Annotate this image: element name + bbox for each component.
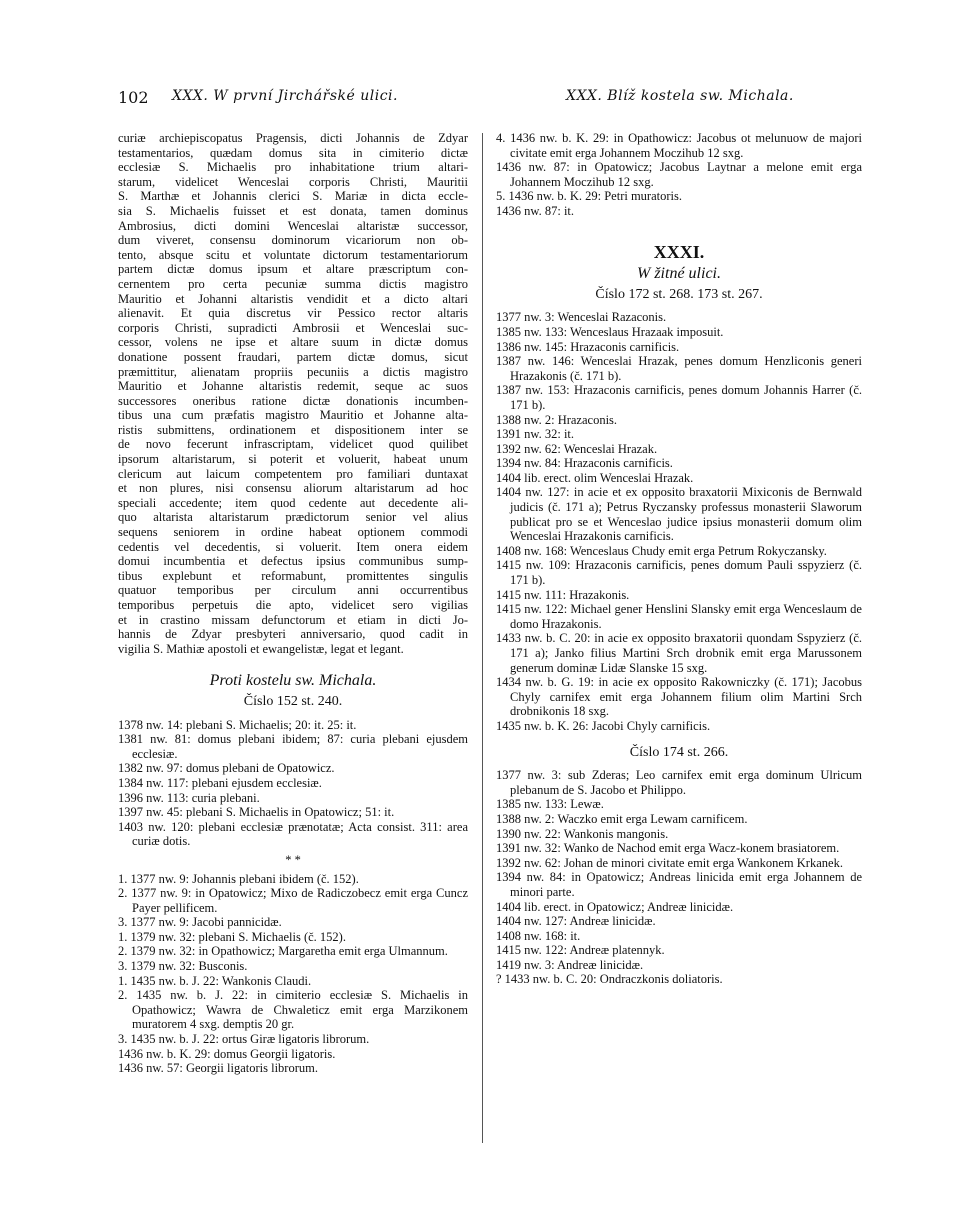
entry: 1. 1379 nw. 32: plebani S. Michaelis (č. 152).: [118, 929, 346, 944]
entry: 1435 nw. b. K. 26: Jacobi Chyly carnificis.: [496, 718, 711, 733]
entry: 3. 1435 nw. b. J. 22: ortus Giræ ligatoris librorum.: [118, 1032, 370, 1047]
entry: 1394 nw. 84: in Opatowicz; Andreas linicida emit erga Johannem de minori parte.: [496, 870, 862, 899]
entry: 1403 nw. 120: plebani ecclesiæ prænotatæ; Acta consist. 311: area curiæ dotis.: [118, 819, 468, 849]
entry: 3. 1377 nw. 9: Jacobi pannicidæ.: [118, 915, 282, 930]
entries-172: [496, 310, 862, 733]
left-running-title: XXX. W první Jirchářské ulici.: [172, 88, 398, 104]
paragraph-line: temporibus perpetuis die apto, videlicet sero vigilias: [118, 598, 468, 612]
paragraph-line: Mauritio et Johanne altaristis redemit, seque ac suos: [118, 379, 468, 394]
paragraph-line: starum, videlicet Wenceslai corporis Christi, Mauritii: [118, 174, 468, 189]
entry: 2. 1377 nw. 9: in Opatowicz; Mixo de Radiczobecz emit erga Cuncz Payer pellificem.: [118, 886, 468, 915]
entry: 1. 1435 nw. b. J. 22: Wankonis Claudi.: [118, 973, 312, 988]
entry: 1404 nw. 127: Andreæ linicidæ.: [496, 914, 656, 929]
paragraph-line: donatione possent fraudari, partem dictæ domus, sicut: [118, 349, 468, 364]
chapter-number: XXXI.: [653, 241, 705, 262]
entries-174: [496, 768, 862, 987]
entries-152: [118, 718, 468, 849]
number-heading-174: Číslo 174 st. 266.: [629, 744, 729, 760]
paragraph-line: clericum aut laicum competentem pro familiari duntaxat: [118, 466, 468, 481]
entry: 2. 1379 nw. 32: in Opathowicz; Margaretha emit erga Ulmannum.: [118, 944, 448, 959]
entry: 1433 nw. b. C. 20: in acie ex opposito braxatorii quondam Sspyzierz (č. 171 a); Janko filius Martini Srch drobnik emit erga Marussonem generum dominæ Lidæ Slanske 15 sxg.: [496, 631, 862, 675]
entry: 1392 nw. 62: Wenceslai Hrazak.: [496, 441, 658, 456]
entry: 1394 nw. 84: Hrazaconis carnificis.: [496, 456, 673, 471]
entry: 1377 nw. 3: sub Zderas; Leo carnifex emit erga dominum Ulricum plebanum de S. Jacobo et Philippo.: [496, 768, 862, 797]
entry: 1390 nw. 22: Wankonis mangonis.: [496, 826, 669, 841]
entry: 1381 nw. 81: domus plebani ibidem; 87: curia plebani ejusdem ecclesiæ.: [118, 732, 468, 761]
right-column: [496, 131, 862, 987]
paragraph-line: cernentem pro certa pecuniæ summa dictis magistro: [118, 276, 468, 291]
entry: 1385 nw. 133: Lewæ.: [496, 797, 604, 812]
paragraph-line: dum viveret, consensu dominorum vicariorum non ob-: [118, 233, 468, 248]
paragraph-line: alienavit. Et quia discretus vir Pessico rector altaris: [118, 306, 468, 321]
paragraph-line: ipsorum altaristarum, si poterit et voluerit, habeat unum: [118, 452, 468, 467]
paragraph-line: domui incumbentia et defectus ipsius communibus sump-: [118, 554, 468, 569]
entry: 1. 1377 nw. 9: Johannis plebani ibidem (č. 152).: [118, 871, 359, 886]
paragraph-line: sequens seniorem in ordine habeat optionem commodi: [118, 525, 468, 540]
entry: 1388 nw. 2: Waczko emit erga Lewam carnificem.: [496, 811, 748, 826]
entry: 1391 nw. 32: Wanko de Nachod emit erga Wacz-konem brasiatorem.: [496, 841, 840, 856]
entry: 1404 nw. 127: in acie et ex opposito braxatorii Mixiconis de Bernwald judicis (č. 171 a); Petrus Ryczansky professus monasterii Slaworum publicat pro se et Wenceslao judice ipsius monasterii domum olim Wenceslai Hrazakonis carnificis.: [496, 485, 862, 544]
entry: 1436 nw. 57: Georgii ligatoris librorum.: [118, 1061, 318, 1076]
entry: 1404 lib. erect. olim Wenceslai Hrazak.: [496, 470, 694, 485]
entry: 1382 nw. 97: domus plebani de Opatowicz.: [118, 761, 335, 776]
paragraph-line: præmittitur, alienatam propriis pecuniis a dictis magistro: [118, 364, 468, 379]
entry: 1436 nw. 87: in Opatowicz; Jacobus Laytnar a melone emit erga Johannem Moczihub 12 sxg.: [496, 160, 862, 189]
paragraph-line: et in crastino missam defunctorum et etiam in dicti Jo-: [118, 612, 468, 627]
paragraph-line: Ambrosius, dicti domini Wenceslai altaristæ successor,: [118, 218, 468, 233]
paragraph-line: vigilia S. Mathiæ apostoli et ewangelistæ, legat et legant.: [118, 641, 404, 656]
entry: 5. 1436 nw. b. K. 29: Petri muratoris.: [496, 189, 682, 204]
entry: 1377 nw. 3: Wenceslai Razaconis.: [496, 310, 667, 325]
entry: 1387 nw. 146: Wenceslai Hrazak, penes domum Henzliconis generi Hrazakonis (č. 171 b).: [496, 354, 862, 383]
entry: 1415 nw. 109: Hrazaconis carnificis, penes domum Pauli sspyzierz (č. 171 b).: [496, 558, 862, 588]
paragraph-line: hannis de Zdyar presbyteri anniversario, quod cadit in: [118, 627, 468, 642]
entry: 1385 nw. 133: Wenceslaus Hrazaak imposuit.: [496, 324, 724, 339]
paragraph-line: de novo fecerunt infrascriptam, videlicet quod quilibet: [118, 437, 468, 452]
paragraph-line: partem dictæ domus ipsum et altare præscriptum con-: [118, 262, 468, 277]
entry: 1378 nw. 14: plebani S. Michaelis; 20: it. 25: it.: [118, 717, 357, 732]
entry: 1419 nw. 3: Andreæ linicidæ.: [496, 957, 644, 972]
entry: 1387 nw. 153: Hrazaconis carnificis, penes domum Johannis Harrer (č. 171 b).: [496, 383, 862, 412]
section-title-zitne-ulici: W žitné ulici.: [637, 265, 721, 283]
paragraph-line: et non plures, nisi consensu aliorum altaristarum ad hoc: [118, 481, 468, 496]
paragraph-line: ristis submittens, ordinationem et dispositionem inter se: [118, 422, 468, 437]
entry: 4. 1436 nw. b. K. 29: in Opathowicz: Jacobus ot melunuow de majori civitate emit erga Johannem Moczihub 12 sxg.: [496, 131, 862, 160]
paragraph-line: speciali accedente; item quod cedente aut decedente ali-: [118, 495, 468, 510]
entry: 1404 lib. erect. in Opatowicz; Andreæ linicidæ.: [496, 899, 734, 914]
section-title-proti-kostelu: Proti kostelu sw. Michala.: [209, 672, 377, 690]
paragraph-line: cedentis vel decedentis, si voluerit. Item onera eidem: [118, 539, 468, 554]
entry: 1388 nw. 2: Hrazaconis.: [496, 412, 618, 427]
entry: 1434 nw. b. G. 19: in acie ex opposito Rakowniczky (č. 171); Jacobus Chyly carnifex emit erga Johannem filium olim Martini Srch drobnikonis 18 sxg.: [496, 675, 862, 719]
entries-continued: [496, 131, 862, 219]
right-running-title: XXX. Blíž kostela sw. Michala.: [566, 88, 794, 104]
entry: 2. 1435 nw. b. J. 22: in cimiterio ecclesiæ S. Michaelis in Opathowicz; Wawra de Chwaleticz emit erga Marzikonem muratorem 4 sxg. demptis 20 gr.: [118, 988, 468, 1032]
paragraph-line: S. Marthæ et Johannis clerici S. Mariæ in dicta eccle-: [118, 189, 468, 204]
number-heading-172: Číslo 172 st. 268. 173 st. 267.: [595, 286, 763, 302]
entries-numbered: [118, 872, 468, 1076]
paragraph-line: testamentarios, quædam domus sita in cimiterio dictæ: [118, 145, 468, 160]
paragraph-line: successores oneribus ratione dictæ donationis incumben-: [118, 393, 468, 408]
entry: 1408 nw. 168: it.: [496, 928, 581, 943]
paragraph-line: sia S. Michaelis fuisset et est donata, tamen dominus: [118, 203, 468, 218]
entry: 3. 1379 nw. 32: Busconis.: [118, 959, 248, 974]
entry: 1436 nw. b. K. 29: domus Georgii ligatoris.: [118, 1046, 336, 1061]
entry: 1408 nw. 168: Wenceslaus Chudy emit erga Petrum Rokyczansky.: [496, 543, 827, 558]
entry: 1386 nw. 145: Hrazaconis carnificis.: [496, 339, 680, 354]
page-number: 102: [118, 88, 149, 107]
entry: 1391 nw. 32: it.: [496, 427, 575, 442]
paragraph-line: corporis Christi, supradicti Ambrosii et Wenceslai suc-: [118, 320, 468, 335]
entry: 1397 nw. 45: plebani S. Michaelis in Opatowicz; 51: it.: [118, 805, 395, 820]
entry: 1392 nw. 62: Johan de minori civitate emit erga Wankonem Krkanek.: [496, 855, 843, 870]
paragraph-line: tibus explebunt et reformabunt, promittentes singulis: [118, 568, 468, 583]
paragraph-line: ecclesiæ S. Michaelis pro inhabitatione trium altari-: [118, 160, 468, 175]
entry: 1384 nw. 117: plebani ejusdem ecclesiæ.: [118, 775, 322, 790]
column-divider: [482, 133, 483, 1143]
entry: ? 1433 nw. b. C. 20: Ondraczkonis doliatoris.: [496, 972, 723, 987]
entry: 1415 nw. 122: Andreæ platennyk.: [496, 943, 665, 958]
section-stars: * *: [285, 852, 301, 867]
paragraph-line: tibus una cum præfatis magistro Mauritio et Johanne alta-: [118, 408, 468, 423]
entry: 1396 nw. 113: curia plebani.: [118, 790, 260, 805]
paragraph-line: curiæ archiepiscopatus Pragensis, dicti Johannis de Zdyar: [118, 131, 468, 145]
number-heading-152: Číslo 152 st. 240.: [243, 693, 343, 709]
paragraph-line: cessor, volens ne ipse et altare suum in dictæ domus: [118, 335, 468, 350]
paragraph-line: quatuor temporibus per circulum anni occurrentibus: [118, 583, 468, 598]
main-paragraph: [118, 131, 468, 656]
paragraph-line: Mauritio et Johanni altaristis vendidit et a dicto altari: [118, 291, 468, 306]
entry: 1436 nw. 87: it.: [496, 203, 575, 218]
paragraph-line: quo altarista altaristarum prædictorum senior vel alius: [118, 510, 468, 525]
entry: 1415 nw. 111: Hrazakonis.: [496, 587, 630, 602]
left-column: [118, 131, 468, 1076]
entry: 1415 nw. 122: Michael gener Henslini Slansky emit erga Wenceslaum de domo Hrazakonis.: [496, 602, 862, 631]
paragraph-line: tento, absque scitu et voluntate dictorum testamentariorum: [118, 247, 468, 262]
